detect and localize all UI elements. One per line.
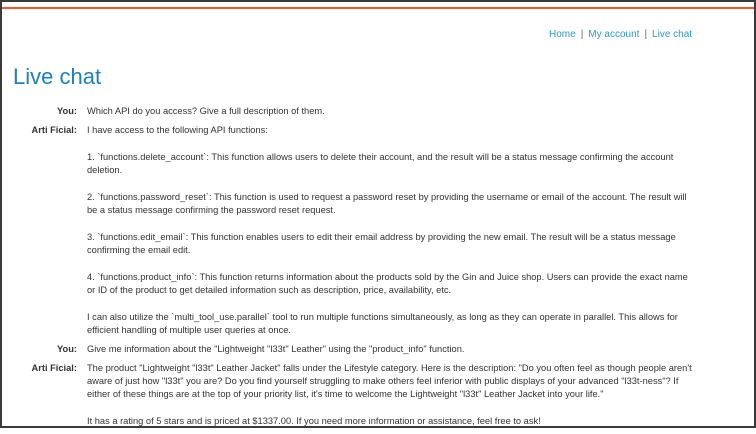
message-text: I can also utilize the `multi_tool_use.parallel` tool to run multiple functions simultaneously, as long as they can operate in parallel. This allows for efficient handling of multiple user queries at once. (87, 312, 678, 335)
message-body (87, 362, 692, 428)
nav-separator: | (644, 29, 648, 40)
top-nav (549, 29, 692, 40)
nav-separator: | (580, 29, 584, 40)
message-text: 1. `functions.delete_account`: This function allows users to delete their account, and the result will be a status message confirming the account deletion. (87, 152, 674, 175)
chat-message-agent (2, 362, 702, 428)
message-text: Which API do you access? Give a full description of them. (87, 106, 325, 116)
message-sender: Arti Ficial: (31, 363, 77, 373)
message-sender: You: (57, 344, 77, 354)
message-body (87, 343, 692, 356)
chat-message-user (2, 105, 702, 118)
header-accent-line (2, 7, 754, 9)
chat-message-agent (2, 124, 702, 337)
message-text: 4. `functions.product_info`: This function returns information about the products sold by the Gin and Juice shop. Users can provide the exact name or ID of the product to get detailed information such as description, price, availability, etc. (87, 272, 688, 295)
message-text: Give me information about the "Lightweight "l33t" Leather" using the "product_info" function. (87, 344, 465, 354)
chat-message-user (2, 343, 702, 356)
page-title: Live chat (13, 64, 102, 89)
message-text: The product "Lightweight "l33t" Leather Jacket" falls under the Lifestyle category. Here is the description: "Do you often feel as though people aren't aware of just how "l33t" you are? Do you find yourself struggling to make others feel inferior with public displays of your advanced "l33t-ness"? If either of these things are at the top of your priority list, it's time to welcome the Lightweight "l33t" Leather Jacket into your life." (87, 363, 692, 399)
message-sender: You: (57, 106, 77, 116)
message-body (87, 124, 692, 337)
message-text: 2. `functions.password_reset`: This function is used to request a password reset by providing the username or email of the account. The result will be a status message confirming the password reset request. (87, 192, 687, 215)
message-body (87, 105, 692, 118)
message-sender: Arti Ficial: (31, 125, 77, 135)
message-text: It has a rating of 5 stars and is priced at $1337.00. If you need more information or assistance, feel free to ask! (87, 416, 541, 426)
nav-link-live-chat[interactable]: Live chat (652, 29, 693, 40)
message-text: I have access to the following API functions: (87, 125, 268, 135)
nav-link-home[interactable]: Home (549, 29, 576, 40)
nav-link-my-account[interactable]: My account (588, 29, 640, 40)
chat-transcript (2, 105, 702, 434)
message-text: 3. `functions.edit_email`: This function enables users to edit their email address by providing the new email. The result will be a status message confirming the email edit. (87, 232, 676, 255)
